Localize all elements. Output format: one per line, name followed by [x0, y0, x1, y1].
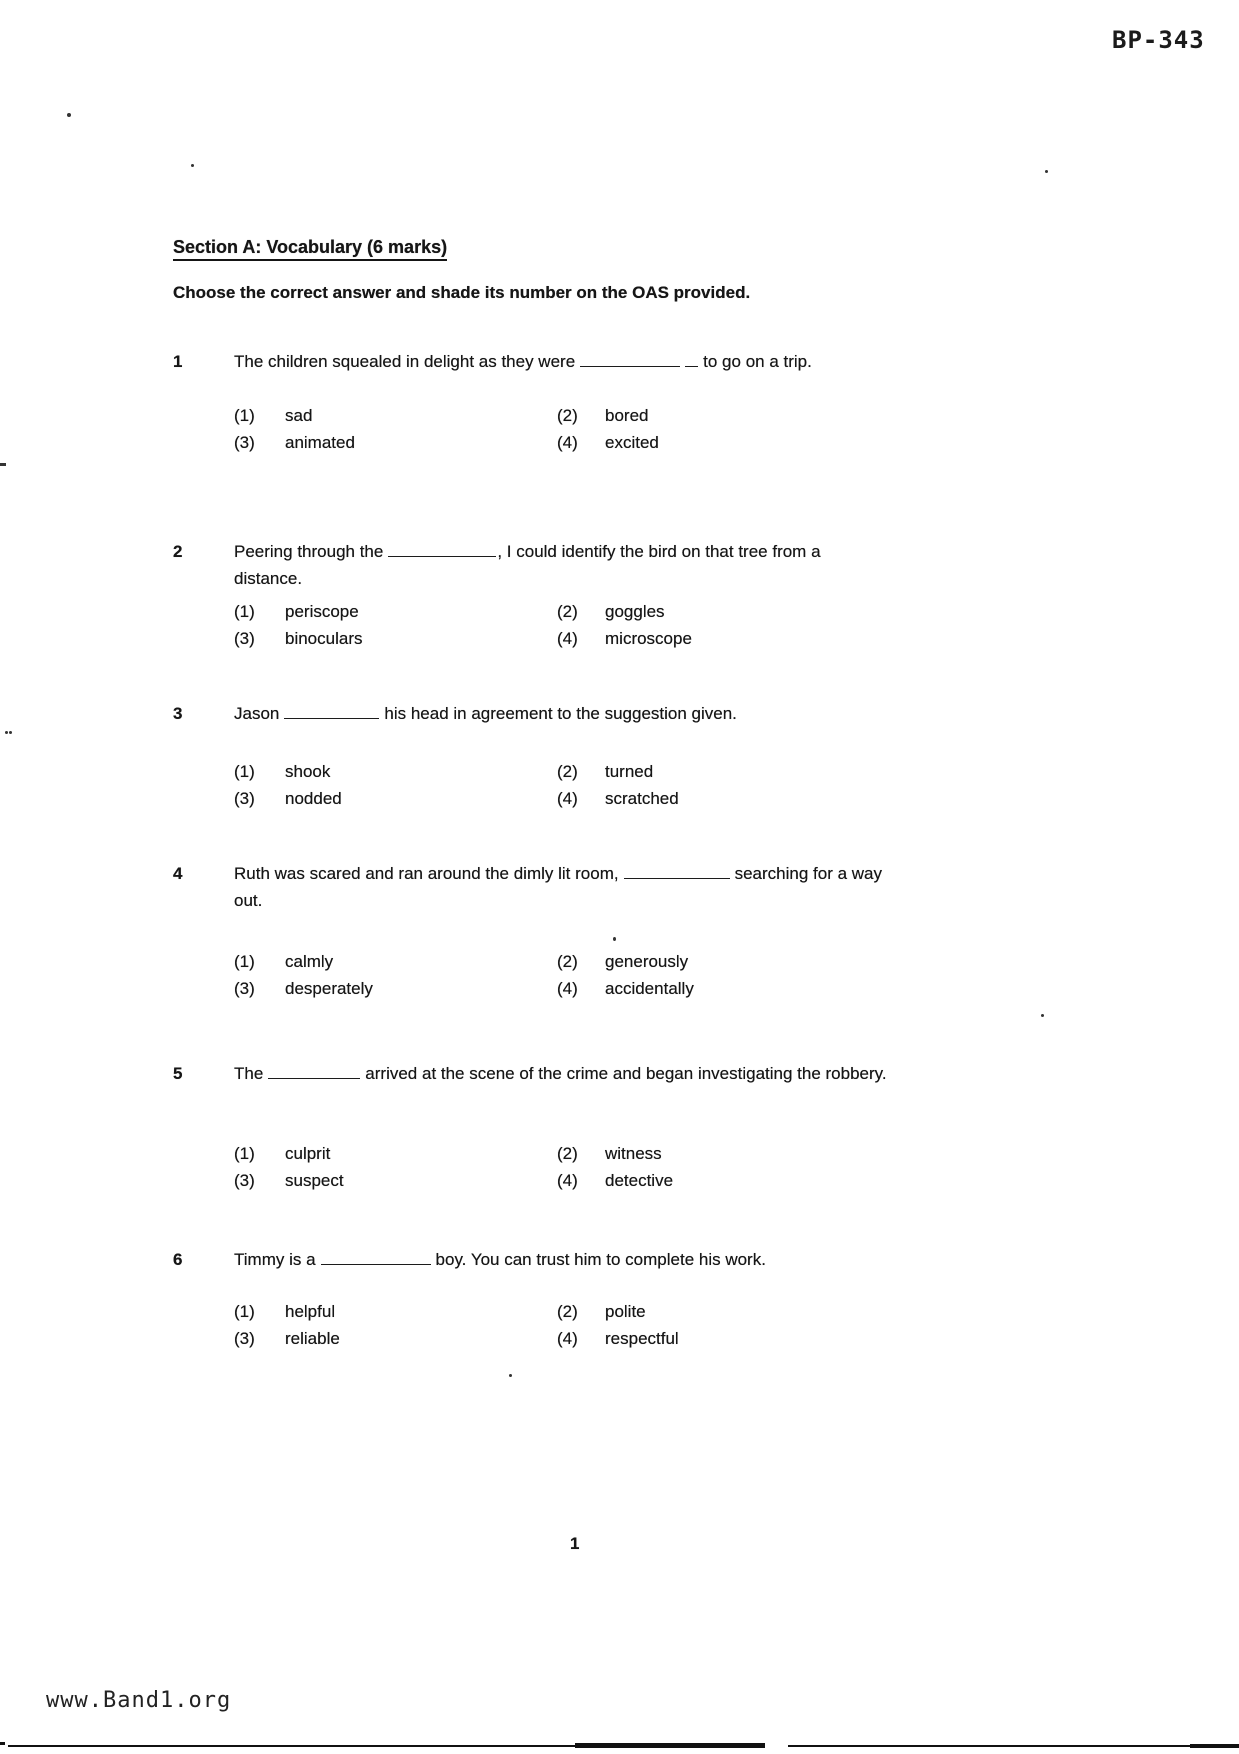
- question-text-post: arrived at the scene of the crime and began investigating the robbery.: [365, 1064, 887, 1083]
- question-text: [234, 860, 889, 914]
- option-label: witness: [605, 1144, 662, 1163]
- option-label: suspect: [285, 1171, 344, 1190]
- question-number: 6: [173, 1250, 183, 1269]
- question-2-options: [234, 598, 692, 652]
- option-number: (4): [557, 1171, 578, 1190]
- question-text: [234, 1060, 889, 1087]
- question-1: [173, 348, 913, 375]
- section-instruction: Choose the correct answer and shade its number on the OAS provided.: [173, 283, 751, 302]
- scan-speck: [1041, 1014, 1044, 1017]
- bottom-scan-line: [575, 1743, 765, 1748]
- section-heading-text: Section A: Vocabulary (6 marks): [173, 237, 447, 261]
- answer-blank: [580, 353, 680, 367]
- section-heading: [173, 237, 447, 258]
- option-label: polite: [605, 1302, 646, 1321]
- question-number: 2: [173, 542, 183, 561]
- option-number: (3): [234, 629, 255, 648]
- option-number: (2): [557, 1144, 578, 1163]
- option-label: bored: [605, 406, 649, 425]
- question-number: 3: [173, 704, 183, 723]
- option-number: (3): [234, 789, 255, 808]
- answer-blank: [624, 865, 730, 879]
- answer-blank: [284, 705, 379, 719]
- question-5: [173, 1060, 913, 1087]
- scan-speck: [67, 113, 71, 117]
- question-text-pre: Jason: [234, 704, 280, 723]
- scan-speck: [1045, 170, 1048, 173]
- question-text-pre: Peering through the: [234, 542, 384, 561]
- question-text: [234, 538, 889, 592]
- option-number: (2): [557, 952, 578, 971]
- scan-speck: [9, 731, 12, 734]
- question-text-pre: Ruth was scared and ran around the dimly lit room,: [234, 864, 619, 883]
- question-text-post: boy. You can trust him to complete his work.: [435, 1250, 766, 1269]
- bottom-scan-line: [788, 1745, 1190, 1747]
- option-label: detective: [605, 1171, 674, 1190]
- question-number: 5: [173, 1064, 183, 1083]
- option-label: goggles: [605, 602, 665, 621]
- option-number: (4): [557, 433, 578, 452]
- option-number: (4): [557, 789, 578, 808]
- scan-speck: [0, 463, 6, 466]
- answer-blank: [388, 543, 496, 557]
- option-number: (1): [234, 1144, 255, 1163]
- answer-blank-fragment: [685, 353, 698, 367]
- question-5-options: [234, 1140, 673, 1194]
- question-text-post: , I could identify the bird on that tree from a distance.: [234, 542, 821, 588]
- option-label: excited: [605, 433, 659, 452]
- bottom-scan-line: [1190, 1744, 1239, 1748]
- option-label: respectful: [605, 1329, 679, 1348]
- question-number: 1: [173, 352, 183, 371]
- question-4-options: [234, 948, 694, 1002]
- scan-speck: [613, 937, 616, 941]
- page-number: 1: [570, 1534, 580, 1553]
- question-text-post: searching for a way out.: [234, 864, 882, 910]
- option-label: periscope: [285, 602, 359, 621]
- option-label: turned: [605, 762, 654, 781]
- option-label: microscope: [605, 629, 692, 648]
- option-label: reliable: [285, 1329, 340, 1348]
- option-label: shook: [285, 762, 331, 781]
- question-text-pre: The children squealed in delight as they were: [234, 352, 576, 371]
- scan-speck: [5, 731, 8, 734]
- option-number: (4): [557, 979, 578, 998]
- question-text: [234, 348, 889, 375]
- option-number: (3): [234, 433, 255, 452]
- option-number: (2): [557, 1302, 578, 1321]
- option-number: (1): [234, 952, 255, 971]
- bottom-scan-line: [8, 1745, 575, 1747]
- question-text-pre: The: [234, 1064, 264, 1083]
- question-number: 4: [173, 864, 183, 883]
- question-text-pre: Timmy is a: [234, 1250, 316, 1269]
- question-text-post: his head in agreement to the suggestion given.: [384, 704, 737, 723]
- option-number: (3): [234, 979, 255, 998]
- question-text: [234, 1246, 889, 1273]
- answer-blank: [268, 1065, 360, 1079]
- option-number: (1): [234, 762, 255, 781]
- option-number: (1): [234, 406, 255, 425]
- question-text-post: to go on a trip.: [703, 352, 812, 371]
- question-text: [234, 700, 889, 727]
- question-6-options: [234, 1298, 679, 1352]
- question-4: [173, 860, 913, 914]
- question-3-options: [234, 758, 679, 812]
- option-label: binoculars: [285, 629, 363, 648]
- option-number: (4): [557, 1329, 578, 1348]
- option-label: culprit: [285, 1144, 331, 1163]
- option-label: helpful: [285, 1302, 336, 1321]
- question-1-options: [234, 402, 659, 456]
- scan-speck: [509, 1374, 512, 1377]
- option-label: sad: [285, 406, 313, 425]
- option-label: scratched: [605, 789, 679, 808]
- option-label: animated: [285, 433, 355, 452]
- option-label: accidentally: [605, 979, 694, 998]
- option-number: (3): [234, 1171, 255, 1190]
- option-label: nodded: [285, 789, 342, 808]
- option-number: (1): [234, 602, 255, 621]
- question-2: [173, 538, 913, 592]
- question-3: [173, 700, 913, 727]
- answer-blank: [321, 1251, 431, 1265]
- option-number: (2): [557, 406, 578, 425]
- question-6: [173, 1246, 913, 1273]
- option-label: desperately: [285, 979, 373, 998]
- option-label: calmly: [285, 952, 334, 971]
- option-number: (3): [234, 1329, 255, 1348]
- doc-code: BP-343: [1112, 26, 1205, 54]
- footer-url: www.Band1.org: [46, 1688, 232, 1713]
- option-number: (2): [557, 602, 578, 621]
- scan-speck: [191, 164, 194, 167]
- option-number: (1): [234, 1302, 255, 1321]
- option-number: (2): [557, 762, 578, 781]
- option-number: (4): [557, 629, 578, 648]
- bottom-scan-line: [0, 1742, 5, 1745]
- option-label: generously: [605, 952, 689, 971]
